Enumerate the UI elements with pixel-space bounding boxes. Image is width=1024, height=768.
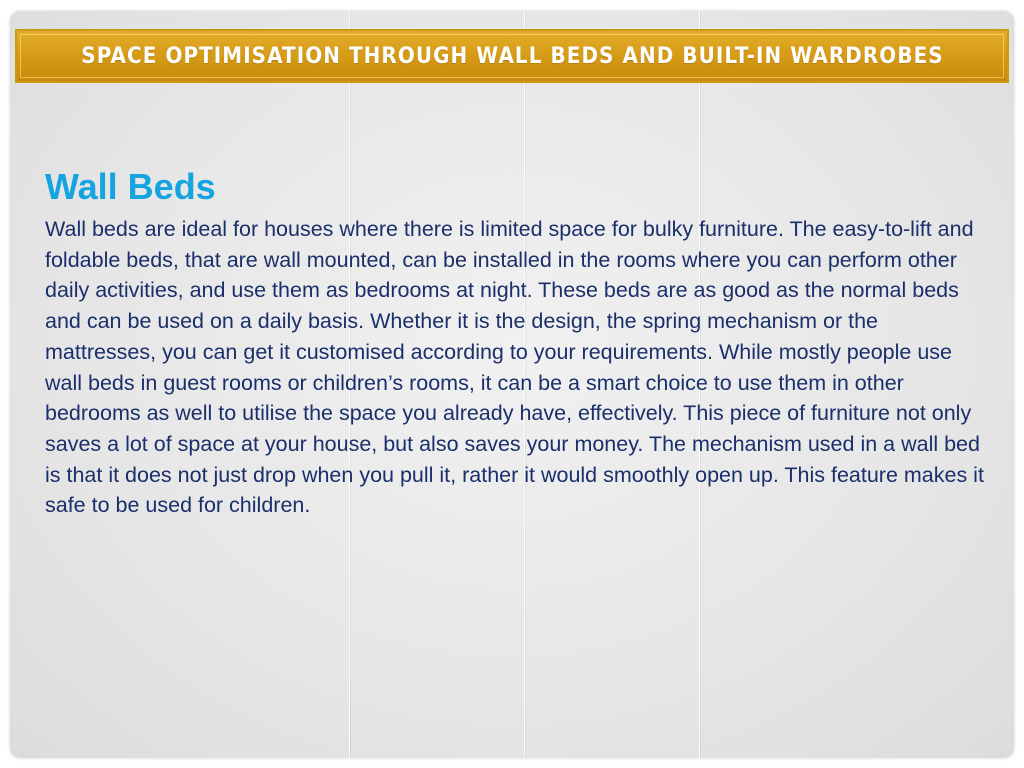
slide-title: SPACE OPTIMISATION THROUGH WALL BEDS AND BUILT-IN WARDROBES [80,43,944,69]
section-heading: Wall Beds [45,166,216,207]
content-area [45,166,990,521]
slide [10,11,1014,758]
body-paragraph: Wall beds are ideal for houses where there is limited space for bulky furniture. The easy-to-lift and foldable beds, that are wall mounted, can be installed in the rooms where you can perform other daily activities, and use them as bedrooms at night. These beds are as good as the normal beds and can be used on a daily basis. Whether it is the design, the spring mechanism or the mattresses, you can get it customised according to your requirements. While mostly people use wall beds in guest rooms or children’s rooms, it can be a smart choice to use them in other bedrooms as well to utilise the space you already have, effectively. This piece of furniture not only saves a lot of space at your house, but also saves your money. The mechanism used in a wall bed is that it does not just drop when you pull it, rather it would smoothly open up. This feature makes it safe to be used for children. [45,217,984,518]
title-banner [15,29,1009,83]
